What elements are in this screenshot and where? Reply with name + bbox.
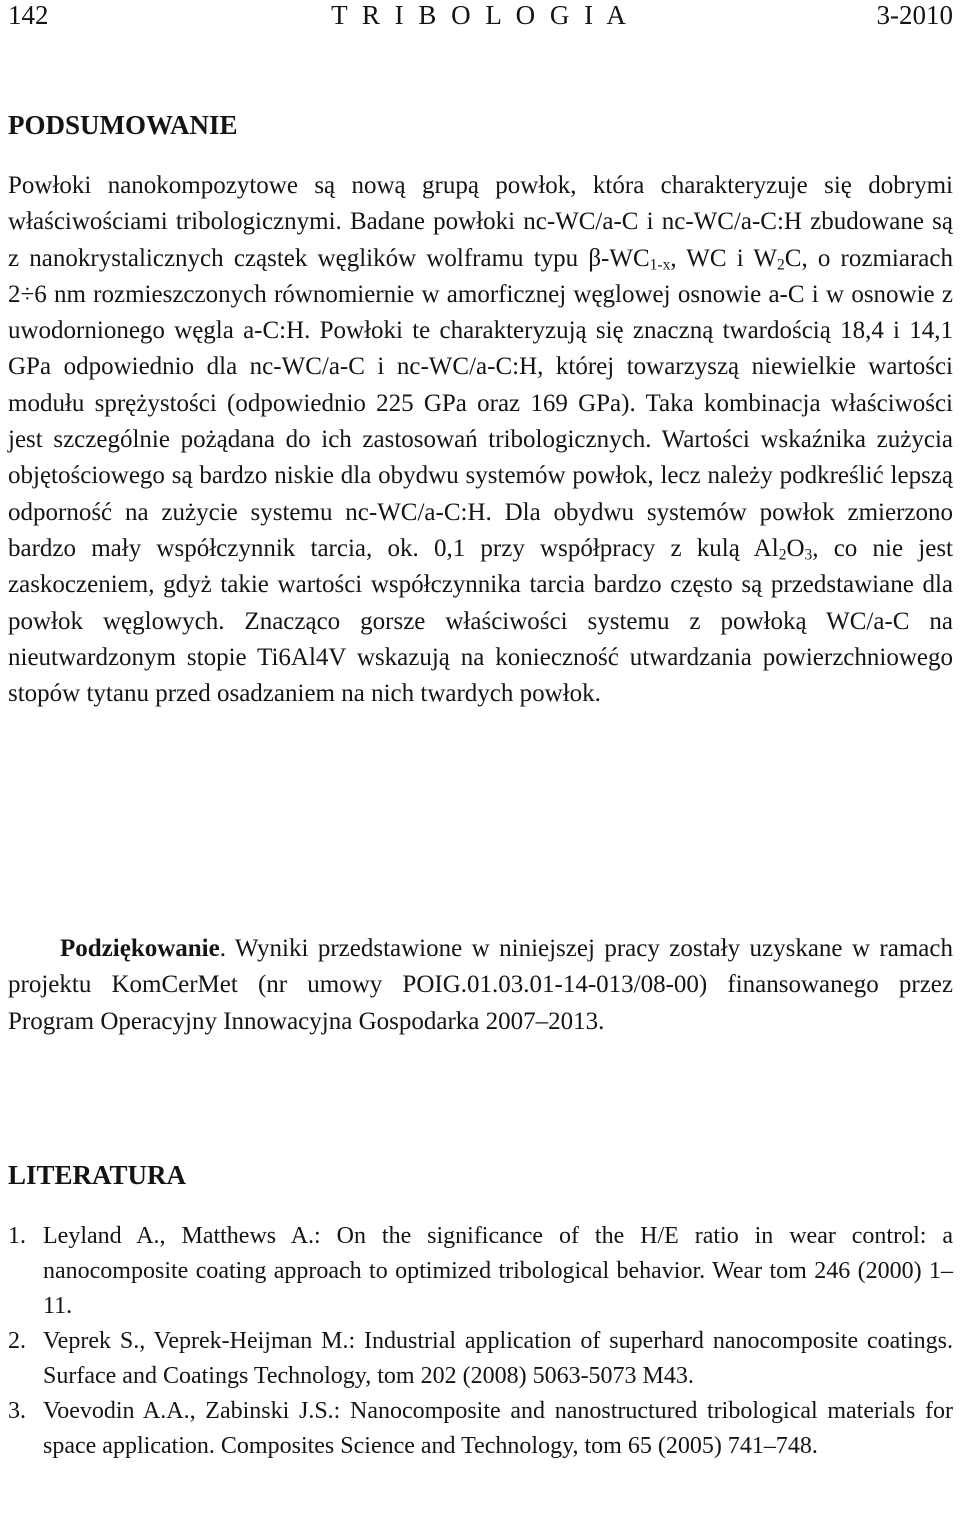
- journal-title: T R I B O L O G I A: [331, 0, 630, 30]
- summary-text-part-1: Powłoki nanokompozytowe są nową grupą powłok, która charakteryzuje się dobrymi właściwościami tribologicznymi. Badane powłoki nc-WC/a-C i nc-WC/a-C:H zbudowane są z nanokrystalicznych cząstek węglików wolframu typu β-WC: [8, 172, 953, 272]
- summary-text-part-4: O: [786, 534, 805, 562]
- references-list: [8, 1219, 953, 1464]
- subscript-al2: 2: [778, 546, 787, 564]
- subscript-1-x: 1-x: [649, 256, 671, 273]
- summary-paragraph: [8, 168, 953, 712]
- reference-text: Voevodin A.A., Zabinski J.S.: Nanocomposite and nanostructured tribological materials for space application. Composites Science and Technology, tom 65 (2005) 741–748.: [43, 1398, 953, 1459]
- reference-text: Veprek S., Veprek-Heijman M.: Industrial application of superhard nanocomposite coatings. Surface and Coatings Technology, tom 202 (2008) 5063-5073 M43.: [43, 1328, 953, 1389]
- reference-number: 1.: [8, 1223, 26, 1249]
- summary-text-part-2: , WC i W: [670, 244, 778, 272]
- acknowledgement-paragraph: [8, 931, 953, 1040]
- reference-item: [8, 1324, 953, 1394]
- acknowledgement-label: Podziękowanie: [60, 935, 220, 962]
- reference-text: Leyland A., Matthews A.: On the significance of the H/E ratio in wear control: a nanocomposite coating approach to optimized tribological behavior. Wear tom 246 (2000) 1–11.: [43, 1223, 953, 1319]
- page-number: 142: [8, 0, 49, 30]
- subscript-2: 2: [777, 256, 785, 273]
- summary-text-part-5: , co nie jest zaskoczeniem, gdyż takie wartości współczynnika tarcia bardzo często są przedstawiane dla powłok węglowych. Znacząco gorsze właściwości systemu z powłoką WC/a-C na nieutwardzonym stopie Ti6Al4V wskazują na konieczność utwardzania powierzchniowego stopów tytanu przed osadzaniem na nich twardych powłok.: [8, 534, 953, 708]
- summary-text-part-3: C, o rozmiarach 2÷6 nm rozmieszczonych równomiernie w amorficznej węglowej osnowie a-C i w osnowie z uwodornionego węgla a-C:H. Powłoki te charakteryzują się znaczną twardością 18,4 i 14,1 GPa odpowiednio dla nc-WC/a-C i nc-WC/a-C:H, której towarzyszą niewielkie wartości modułu sprężystości (odpowiednio 225 GPa oraz 169 GPa). Taka kombinacja właściwości jest szczególnie pożądana do ich zastosowań tribologicznych. Wartości wskaźnika zużycia objętościowego są bardzo niskie dla obydwu systemów powłok, lecz należy podkreślić lepszą odporność na zużycie systemu nc-WC/a-C:H. Dla obydwu systemów powłok zmierzono bardzo mały współczynnik tarcia, ok. 0,1 przy współpracy z kulą Al: [8, 244, 953, 562]
- subscript-o3: 3: [804, 546, 813, 564]
- acknowledgement-text: . Wyniki przedstawione w niniejszej pracy zostały uzyskane w ramach projektu KomCerMet (nr umowy POIG.01.03.01-14-013/08-00) finansowanego przez Program Operacyjny Innowacyjna Gospodarka 2007–2013.: [8, 935, 953, 1035]
- page-header: [8, 0, 953, 36]
- reference-number: 2.: [8, 1328, 26, 1354]
- reference-item: [8, 1219, 953, 1324]
- reference-number: 3.: [8, 1398, 26, 1424]
- summary-heading: PODSUMOWANIE: [8, 110, 238, 140]
- issue-number: 3-2010: [876, 0, 953, 30]
- references-heading: LITERATURA: [8, 1160, 187, 1190]
- reference-item: [8, 1394, 953, 1464]
